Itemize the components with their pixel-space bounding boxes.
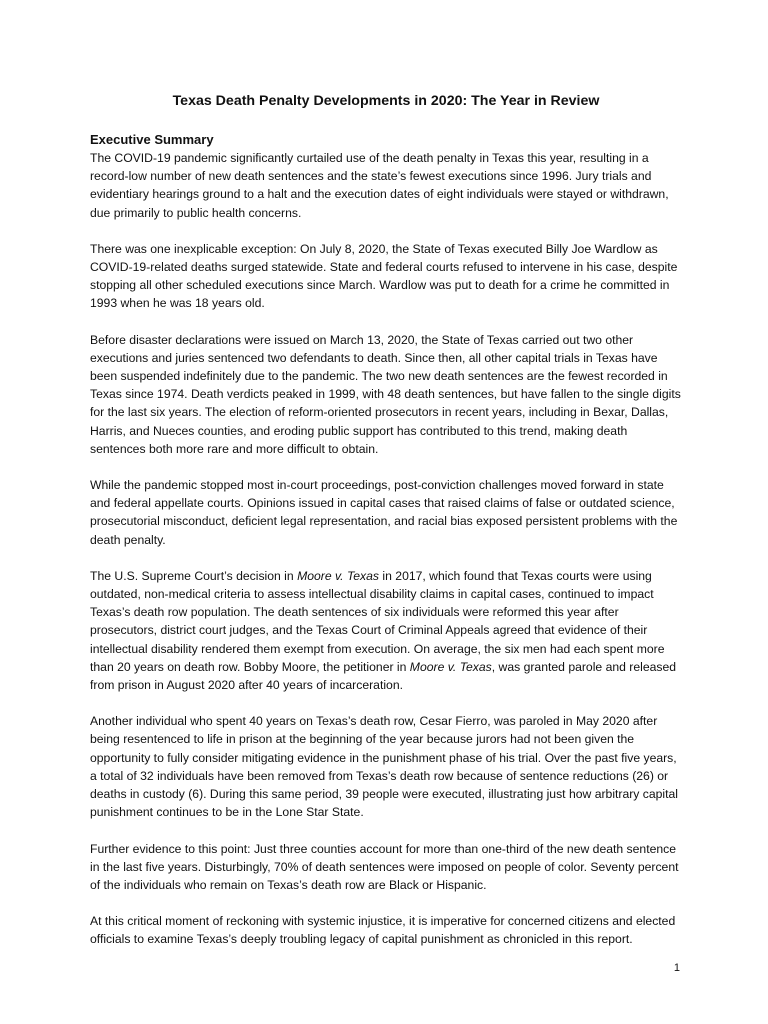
body-paragraph — [90, 240, 682, 313]
body-paragraph — [90, 912, 682, 948]
paragraph-text: The COVID-19 pandemic significantly curtailed use of the death penalty in Texas this year, resulting in a record-low number of new death sentences and the state’s fewest executions since 1996. Jury trials and evidentiary hearings ground to a halt and the execution dates of eight individuals were stayed or withdrawn, due primarily to public health concerns. — [90, 151, 669, 220]
document-body — [90, 149, 682, 949]
body-paragraph — [90, 331, 682, 458]
body-paragraph — [90, 149, 682, 222]
paragraph-text: Before disaster declarations were issued on March 13, 2020, the State of Texas carried out two other executions and juries sentenced two defendants to death. Since then, all other capital trials in Texas have been suspended indefinitely due to the pandemic. The two new death sentences are the fewest recorded in Texas since 1974. Death verdicts peaked in 1999, with 48 death sentences, but have fallen to the single digits for the last six years. The election of reform-oriented prosecutors in recent years, including in Bexar, Dallas, Harris, and Nueces counties, and eroding public support has contributed to this trend, making death sentences both more rare and more difficult to obtain. — [90, 332, 681, 456]
document-page — [90, 92, 682, 967]
case-name: Moore v. Texas — [409, 659, 492, 674]
body-paragraph — [90, 567, 682, 694]
document-title: Texas Death Penalty Developments in 2020: The Year in Review — [172, 93, 600, 109]
paragraph-text: Another individual who spent 40 years on Texas’s death row, Cesar Fierro, was paroled in May 2020 after being resentenced to life in prison at the beginning of the year because jurors had not been given the opportunity to fully consider mitigating evidence in the punishment phase of his trial. Over the past five years, a total of 32 individuals have been removed from Texas’s death row because of sentence reductions (26) or deaths in custody (6). During this same period, 39 people were executed, illustrating just how arbitrary capital punishment continues to be in the Lone Star State. — [90, 714, 679, 820]
body-paragraph — [90, 476, 682, 549]
paragraph-text: , was granted parole and released from prison in August 2020 after 40 years of incarceration. — [90, 659, 677, 693]
paragraph-text: While the pandemic stopped most in-court proceedings, post-conviction challenges moved forward in state and federal appellate courts. Opinions issued in capital cases that raised claims of false or outdated science, prosecutorial misconduct, deficient legal representation, and racial bias exposed persistent problems with the death penalty. — [90, 478, 678, 547]
body-paragraph — [90, 712, 682, 821]
paragraph-text: There was one inexplicable exception: On July 8, 2020, the State of Texas executed Billy Joe Wardlow as COVID-19-related deaths surged statewide. State and federal courts refused to intervene in his case, despite stopping all other scheduled executions since March. Wardlow was put to death for a crime he committed in 1993 when he was 18 years old. — [90, 241, 678, 311]
paragraph-text: The U.S. Supreme Court’s decision in — [90, 568, 298, 583]
section-heading: Executive Summary — [90, 132, 214, 147]
paragraph-text: At this critical moment of reckoning with systemic injustice, it is imperative for concerned citizens and elected officials to examine Texas’s deeply troubling legacy of capital punishment as chronicled in this report. — [90, 914, 676, 947]
case-name: Moore v. Texas — [297, 568, 380, 583]
page-number: 1 — [673, 962, 680, 974]
body-paragraph — [90, 840, 682, 895]
paragraph-text: in 2017, which found that Texas courts were using outdated, non-medical criteria to assess intellectual disability claims in capital cases, continued to impact Texas’s death row population. The death sentences of six individuals were reformed this year after prosecutors, district court judges, and the Texas Court of Criminal Appeals agreed that evidence of their intellectual disability rendered them exempt from execution. On average, the six men had each spent more than 20 years on death row. Bobby Moore, the petitioner in — [90, 568, 665, 674]
paragraph-text: Further evidence to this point: Just three counties account for more than one-third of the new death sentence in the last five years. Disturbingly, 70% of death sentences were imposed on people of color. Seventy percent of the individuals who remain on Texas’s death row are Black or Hispanic. — [90, 841, 679, 892]
